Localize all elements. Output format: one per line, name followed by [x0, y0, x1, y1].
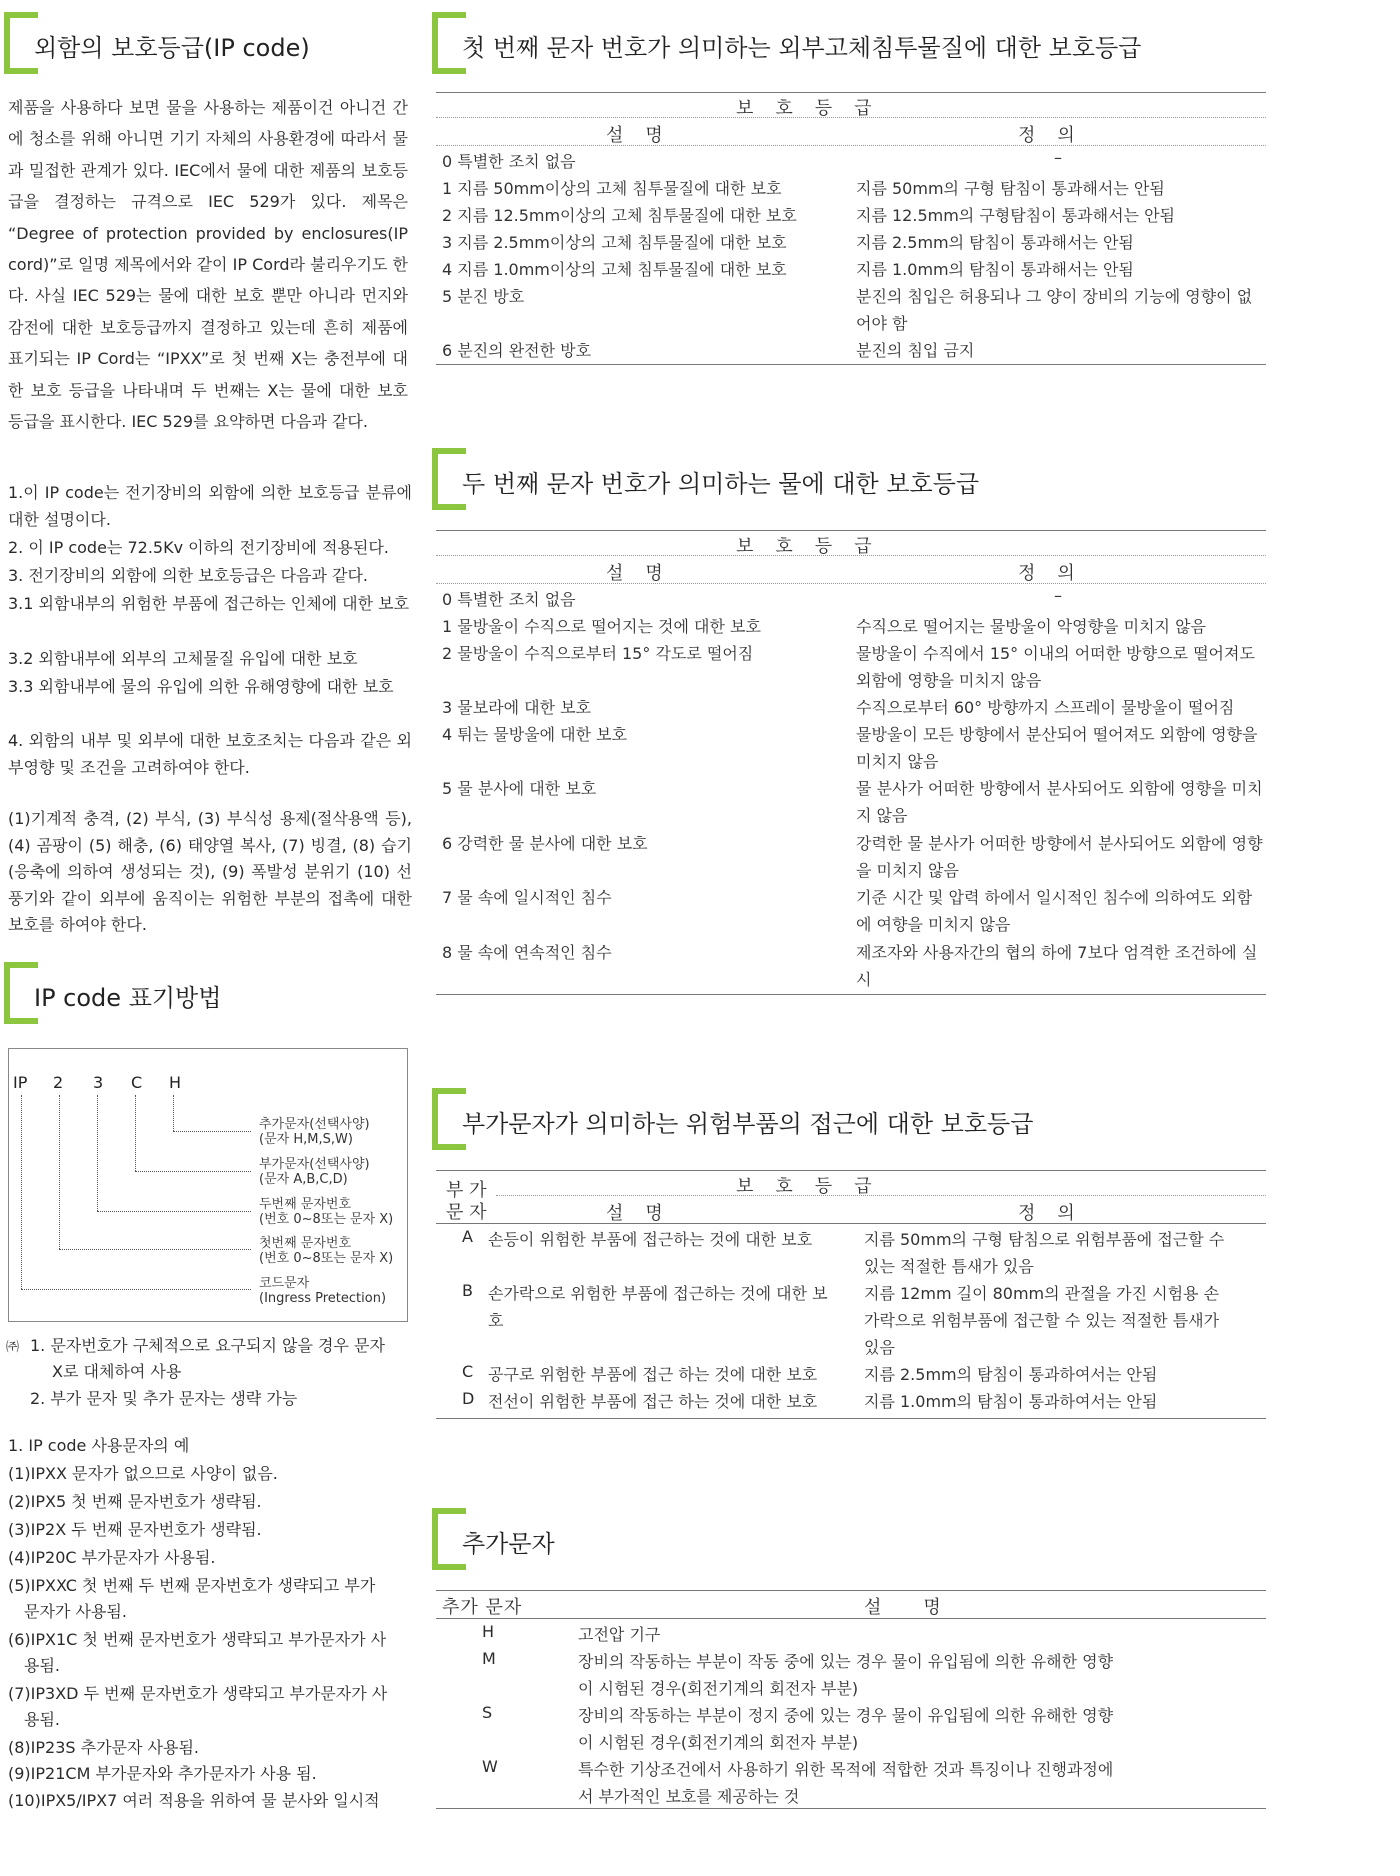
diagram-letter: H	[169, 1073, 182, 1092]
table-cell: 4 튀는 물방울에 대한 보호	[442, 725, 628, 744]
intro-paragraph: 제품을 사용하다 보면 물을 사용하는 제품이건 아니건 간에 청소를 위해 아니면 기기 자체의 사용환경에 따라서 물과 밀접한 관계가 있다. IEC에서 물에 대한 제품의 보호등급을 결정하는 규격으로 IEC 529가 있다. 제목은 “Degree of protection provided by enclosures(IP cord)”로 일명 제목에서와 같이 IP Cord라 불리우기도 한다. 사실 IEC 529는 물에 대한 보호 뿐만 아니라 먼지와 감전에 대한 보호등급까지 결정하고 있는데 흔히 제품에 표기되는 IP Cord는 “IPXX”로 첫 번째 X는 충전부에 대한 보호 등급을 나타내며 두 번째는 X는 물에 대한 보호 등급을 표시한다. IEC 529를 요약하면 다음과 같다.	[8, 98, 408, 432]
column-header: 정 의	[1018, 1203, 1077, 1224]
table-cell: 지름 12.5mm의 구형탐침이 통과해서는 안됨	[856, 206, 1175, 225]
table-cell: 1 지름 50mm이상의 고체 침투물질에 대한 보호	[442, 179, 782, 198]
letter-key: D	[462, 1389, 475, 1408]
example-line: (10)IPX5/IPX7 여러 적용을 위하여 물 분사와 일시적	[8, 1791, 380, 1810]
table-cell: 0 특별한 조치 없음	[442, 590, 576, 609]
ip-code-diagram	[8, 1048, 408, 1322]
table-cell: 분진의 침입은 허용되나 그 양이 장비의 기능에 영향이 없어야 함	[856, 287, 1253, 333]
example-line: (4)IP20C 부가문자가 사용됨.	[8, 1548, 216, 1567]
table-cell: 강력한 물 분사가 어떠한 방향에서 분사되어도 외함에 영향을 미치지 않음	[856, 834, 1263, 880]
section-title: 부가문자가 의미하는 위험부품의 접근에 대한 보호등급	[462, 1110, 1034, 1138]
column-header: 설 명	[606, 125, 665, 146]
column-header: 정 의	[1018, 563, 1077, 584]
green-bracket-icon	[4, 12, 38, 74]
table-cell: 6 분진의 완전한 방호	[442, 341, 592, 360]
list-item: 3.1 외함내부의 위험한 부품에 접근하는 인체에 대한 보호	[8, 594, 410, 613]
section-header-table1	[432, 12, 1252, 76]
table-cell: 물방울이 수직에서 15° 이내의 어떠한 방향으로 떨어져도 외함에 영향을 미치지 않음	[856, 644, 1255, 690]
table-cell: 물 분사가 어떠한 방향에서 분사되어도 외함에 영향을 미치지 않음	[856, 779, 1263, 825]
section-header-table2	[432, 448, 1252, 512]
table-head: 보 호 등 급	[736, 536, 874, 557]
solid-protection-table	[436, 92, 1266, 364]
table-cell: 장비의 작동하는 부분이 작동 중에 있는 경우 물이 유입됨에 의한 유해한 영향이 시험된 경우(회전기계의 회전자 부분)	[578, 1652, 1114, 1698]
letter-key: A	[462, 1227, 473, 1246]
example-line: 1. IP code 사용문자의 예	[8, 1436, 190, 1455]
green-bracket-icon	[432, 1088, 466, 1150]
column-header: 설 명	[606, 1203, 665, 1224]
diagram-label: 추가문자(선택사양) (문자 H,M,S,W)	[259, 1117, 370, 1147]
letter-key: W	[482, 1757, 498, 1776]
diagram-letter: 2	[53, 1073, 64, 1092]
table-cell: 3 물보라에 대한 보호	[442, 698, 592, 717]
example-line: 문자가 사용됨.	[24, 1602, 127, 1621]
section-title: 외함의 보호등급(IP code)	[34, 34, 310, 62]
access-protection-table	[436, 1170, 1266, 1418]
green-bracket-icon	[432, 1508, 466, 1570]
section-header-table4	[432, 1508, 832, 1572]
table-cell: 손등이 위험한 부품에 접근하는 것에 대한 보호	[488, 1230, 813, 1249]
example-line: (9)IP21CM 부가문자와 추가문자가 사용 됨.	[8, 1764, 317, 1783]
green-bracket-icon	[432, 12, 466, 74]
corner-label: 부 가	[446, 1180, 487, 1201]
table-cell: 장비의 작동하는 부분이 정지 중에 있는 경우 물이 유입됨에 의한 유해한 영향이 시험된 경우(회전기계의 회전자 부분)	[578, 1706, 1114, 1752]
empty-definition: –	[1054, 148, 1062, 167]
letter-key: H	[482, 1622, 495, 1641]
table-cell: 전선이 위험한 부품에 접근 하는 것에 대한 보호	[488, 1392, 818, 1411]
note-line: 1. 문자번호가 구체적으로 요구되지 않을 경우 문자	[30, 1336, 385, 1355]
column-header: 정 의	[1018, 125, 1077, 146]
example-line: 용됨.	[24, 1656, 60, 1675]
example-line: 용됨.	[24, 1710, 60, 1729]
additional-letter-table	[436, 1590, 1266, 1806]
table-cell: 1 물방울이 수직으로 떨어지는 것에 대한 보호	[442, 617, 761, 636]
corner-label: 문 자	[446, 1202, 487, 1223]
green-bracket-icon	[432, 448, 466, 510]
list-item: 3.3 외함내부에 물의 유입에 의한 유해영향에 대한 보호	[8, 677, 394, 696]
table-cell: 지름 1.0mm의 탐침이 통과하여서는 안됨	[864, 1392, 1158, 1411]
table-cell: 5 분진 방호	[442, 287, 525, 306]
table-cell: 수직으로부터 60° 방향까지 스프레이 물방울이 떨어짐	[856, 698, 1235, 717]
letter-key: S	[482, 1703, 493, 1722]
example-line: (3)IP2X 두 번째 문자번호가 생략됨.	[8, 1520, 262, 1539]
letter-key: B	[462, 1281, 473, 1300]
list-item: 3. 전기장비의 외함에 의한 보호등급은 다음과 같다.	[8, 566, 368, 585]
table-head: 보 호 등 급	[736, 1176, 874, 1197]
table-cell: 7 물 속에 일시적인 침수	[442, 888, 612, 907]
table-cell: 지름 50mm의 구형 탐침으로 위험부품에 접근할 수 있는 적절한 틈새가 있음	[864, 1230, 1225, 1276]
column-header: 추가 문자	[442, 1597, 523, 1618]
example-line: (1)IPXX 문자가 없으므로 사양이 없음.	[8, 1464, 278, 1483]
table-cell: 수직으로 떨어지는 물방울이 악영향을 미치지 않음	[856, 617, 1207, 636]
table-cell: 4 지름 1.0mm이상의 고체 침투물질에 대한 보호	[442, 260, 787, 279]
table-cell: 8 물 속에 연속적인 침수	[442, 943, 612, 962]
external-factors: (1)기계적 충격, (2) 부식, (3) 부식성 용제(절삭용액 등), (4) 곰팡이 (5) 해충, (6) 태양열 복사, (7) 빙결, (8) 습기(응축에 의하여 생성되는 것), (9) 폭발성 분위기 (10) 선풍기와 같이 외부에 움직이는 위험한 부분의 접촉에 대한 보호를 하여야 한다.	[8, 809, 412, 934]
letter-key: M	[482, 1649, 496, 1668]
table-cell: 지름 2.5mm의 탐침이 통과해서는 안됨	[856, 233, 1134, 252]
diagram-letter: C	[131, 1073, 143, 1092]
example-line: (6)IPX1C 첫 번째 문자번호가 생략되고 부가문자가 사	[8, 1630, 387, 1649]
table-cell: 제조자와 사용자간의 협의 하에 7보다 엄격한 조건하에 실시	[856, 943, 1258, 989]
section-header-table3	[432, 1088, 1252, 1152]
column-header: 설 명	[606, 563, 665, 584]
table-cell: 고전압 기구	[578, 1625, 661, 1644]
list-item: 3.2 외함내부에 외부의 고체물질 유입에 대한 보호	[8, 649, 358, 668]
diagram-label: 부가문자(선택사양) (문자 A,B,C,D)	[259, 1157, 370, 1187]
note-line: X로 대체하여 사용	[52, 1362, 182, 1381]
list-item: 2. 이 IP code는 72.5Kv 이하의 전기장비에 적용된다.	[8, 538, 389, 557]
section-title: 첫 번째 문자 번호가 의미하는 외부고체침투물질에 대한 보호등급	[462, 34, 1142, 62]
water-protection-table	[436, 530, 1266, 996]
section-header-ip-code	[4, 12, 404, 76]
section-title: IP code 표기방법	[34, 984, 222, 1012]
table-cell: 기준 시간 및 압력 하에서 일시적인 침수에 의하여도 외함에 여향을 미치지 않음	[856, 888, 1253, 934]
list-item: 4. 외함의 내부 및 외부에 대한 보호조치는 다음과 같은 외부영향 및 조건을 고려하여야 한다.	[8, 731, 412, 777]
example-line: (5)IPXXC 첫 번째 두 번째 문자번호가 생략되고 부가	[8, 1576, 376, 1595]
letter-key: C	[462, 1362, 474, 1381]
diagram-label: 두번째 문자번호 (번호 0~8또는 문자 X)	[259, 1197, 394, 1227]
table-cell: 6 강력한 물 분사에 대한 보호	[442, 834, 648, 853]
table-cell: 지름 1.0mm의 탐침이 통과해서는 안됨	[856, 260, 1134, 279]
example-line: (2)IPX5 첫 번째 문자번호가 생략됨.	[8, 1492, 262, 1511]
note-mark: ㈜	[6, 1340, 20, 1355]
note-line: 2. 부가 문자 및 추가 문자는 생략 가능	[30, 1389, 298, 1408]
table-head: 보 호 등 급	[736, 98, 874, 119]
diagram-letter: IP	[13, 1073, 28, 1092]
green-bracket-icon	[4, 962, 38, 1024]
diagram-label: 첫번째 문자번호 (번호 0~8또는 문자 X)	[259, 1236, 394, 1266]
empty-definition: –	[1054, 586, 1062, 605]
table-cell: 3 지름 2.5mm이상의 고체 침투물질에 대한 보호	[442, 233, 787, 252]
table-cell: 5 물 분사에 대한 보호	[442, 779, 597, 798]
table-cell: 지름 2.5mm의 탐침이 통과하여서는 안됨	[864, 1365, 1158, 1384]
example-line: (8)IP23S 추가문자 사용됨.	[8, 1738, 199, 1757]
table-cell: 분진의 침입 금지	[856, 341, 975, 360]
diagram-letter: 3	[93, 1073, 104, 1092]
table-cell: 특수한 기상조건에서 사용하기 위한 목적에 적합한 것과 특징이나 진행과정에서 부가적인 보호를 제공하는 것	[578, 1760, 1114, 1806]
section-title: 추가문자	[462, 1530, 555, 1558]
table-cell: 물방울이 모든 방향에서 분산되어 떨어져도 외함에 영향을 미치지 않음	[856, 725, 1258, 771]
list-item: 1.이 IP code는 전기장비의 외함에 의한 보호등급 분류에 대한 설명이다.	[8, 483, 412, 529]
table-cell: 0 특별한 조치 없음	[442, 152, 576, 171]
table-cell: 2 지름 12.5mm이상의 고체 침투물질에 대한 보호	[442, 206, 797, 225]
section-title: 두 번째 문자 번호가 의미하는 물에 대한 보호등급	[462, 470, 980, 498]
table-cell: 손가락으로 위험한 부품에 접근하는 것에 대한 보호	[488, 1284, 828, 1330]
table-cell: 공구로 위험한 부품에 접근 하는 것에 대한 보호	[488, 1365, 818, 1384]
table-cell: 지름 50mm의 구형 탐침이 통과해서는 안됨	[856, 179, 1165, 198]
table-cell: 2 물방울이 수직으로부터 15° 각도로 떨어짐	[442, 644, 754, 663]
table-cell: 지름 12mm 길이 80mm의 관절을 가진 시험용 손가락으로 위험부품에 접근할 수 있는 적절한 틈새가 있음	[864, 1284, 1220, 1357]
example-line: (7)IP3XD 두 번째 문자번호가 생략되고 부가문자가 사	[8, 1684, 388, 1703]
section-header-ip-notation	[4, 962, 404, 1026]
diagram-label: 코드문자 (Ingress Pretection)	[259, 1276, 387, 1306]
column-header: 설 명	[864, 1597, 943, 1618]
